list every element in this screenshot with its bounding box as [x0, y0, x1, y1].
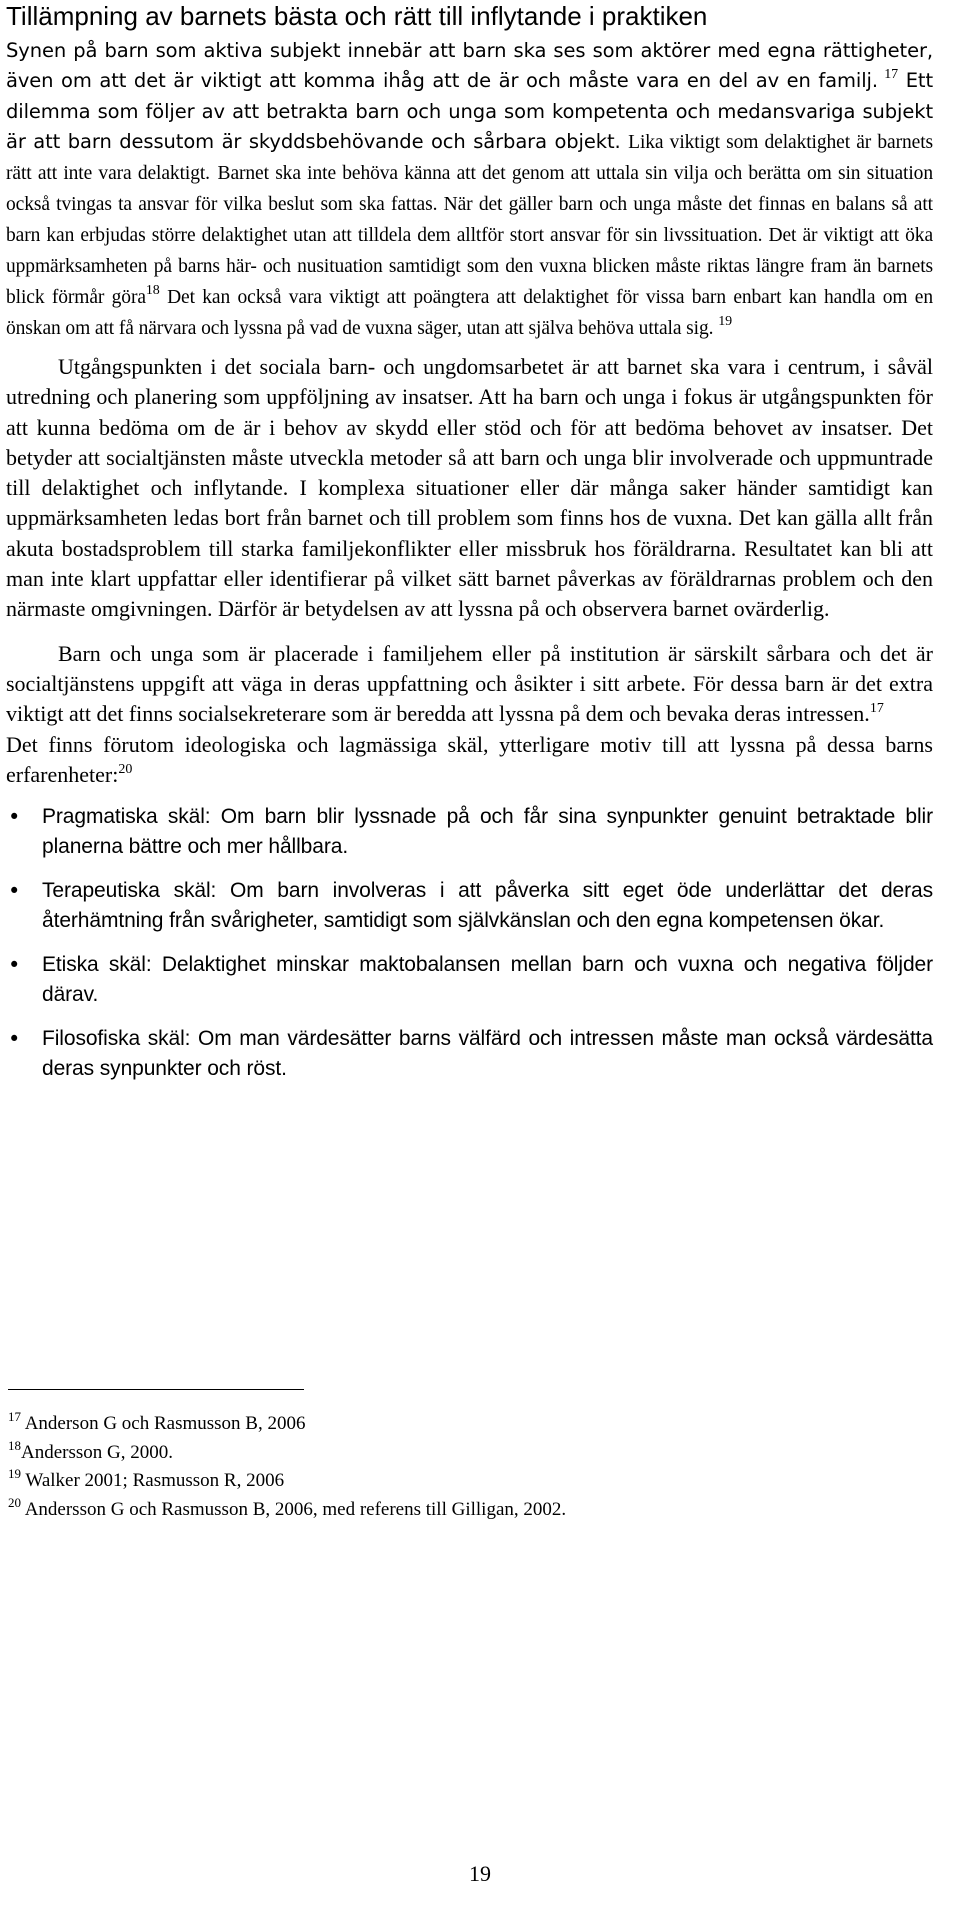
- section-heading: Tillämpning av barnets bästa och rätt till inflytande i praktiken: [6, 1, 708, 31]
- bullet-icon: •: [8, 805, 21, 830]
- bullet-icon: •: [8, 879, 21, 904]
- footnote-number: 17: [8, 1409, 21, 1424]
- footnote-ref-17: 17: [884, 67, 899, 82]
- footnote-number: 20: [8, 1494, 21, 1510]
- reasons-list: [6, 802, 933, 1084]
- footnote-ref-20: 20: [118, 761, 133, 777]
- footnote-text: Anderson G och Rasmusson B, 2006: [24, 1413, 306, 1434]
- paragraph-3-text: Barn och unga som är placerade i familjehem eller på institution är särskilt sårbara och det är socialtjänstens uppgift att väga in deras uppfattning och åsikter i sitt arbete. För dessa barn är det extra viktigt att det finns socialsekreterare som är beredda att lyssna på dem och bevaka deras intressen.: [6, 640, 933, 727]
- paragraph-2: Utgångspunkten i det sociala barn- och ungdomsarbetet är att barnet ska vara i centrum, i såväl utredning och planering som uppföljning av insatser. Att ha barn och unga i fokus är utgångspunkten för att kunna bedöma om de är i behov av skydd eller stöd och för att bedöma behovet av insatser. Det betyder att socialtjänsten måste utveckla metoder så att barn och unga blir involverade och uppmuntrade till delaktighet och inflytande. I komplexa situationer eller där många saker händer samtidigt kan uppmärksamheten ledas bort från barnet och till problem som finns hos de vuxna. Det kan gälla allt från akuta bostadsproblem till starka familjekonflikter eller missbruk hos föräldrarna. Resultatet kan bli att man inte klart uppfattar eller identifierar på vilket sätt barnet påverkas av föräldrarnas problem och den närmaste omgivningen. Därför är betydelsen av att lyssna på och observera barnet ovärderlig.: [6, 354, 933, 622]
- bullet-icon: •: [8, 1027, 21, 1052]
- footnotes: [8, 1410, 566, 1524]
- footnote-divider: [8, 1389, 304, 1390]
- paragraph-4: [6, 730, 933, 791]
- paragraph-4-text: Det finns förutom ideologiska och lagmässiga skäl, ytterligare motiv till att lyssna på dessa barns erfarenheter:: [6, 731, 933, 787]
- footnote-ref-17b: 17: [869, 701, 884, 717]
- paragraph-1-text-d: Barnet ska inte behöva känna att det genom att uttala sin vilja och berätta om sin situation också tvingas ta ansvar för vilka beslut som ska fattas. När det gäller barn och unga måste det finnas en balans så att barn kan erbjudas större delaktighet utan att tilldela dem alltför stort ansvar för sin livssituation. Det är viktigt att öka uppmärksamheten på barns här- och nusituation samtidigt som den vuxna blicken måste riktas längre fram än barnets blick förmår göra: [6, 163, 933, 308]
- list-item-text: Etiska skäl: Delaktighet minskar maktobalansen mellan barn och vuxna och negativa följder därav.: [42, 953, 933, 1007]
- list-item: [6, 950, 933, 1010]
- footnote-17: [8, 1410, 566, 1439]
- paragraph-3: [6, 639, 933, 730]
- list-item-text: Filosofiska skäl: Om man värdesätter barns välfärd och intressen måste man också värdesätta deras synpunkter och röst.: [42, 1027, 933, 1081]
- footnote-number: 19: [8, 1466, 21, 1481]
- footnote-text: Andersson G, 2000.: [21, 1441, 173, 1463]
- bullet-icon: •: [8, 953, 21, 978]
- footnote-ref-19: 19: [718, 314, 732, 329]
- footnote-ref-18: 18: [145, 283, 160, 298]
- footnote-text: Walker 2001; Rasmusson R, 2006: [25, 1470, 285, 1491]
- footnote-19: [8, 1467, 566, 1496]
- list-item-text: Pragmatiska skäl: Om barn blir lyssnade på och får sina synpunkter genuint betraktade blir planerna bättre och mer hållbara.: [42, 805, 933, 859]
- footnote-text: Andersson G och Rasmusson B, 2006, med referens till Gilligan, 2002.: [24, 1498, 567, 1520]
- footnote-20: [8, 1496, 566, 1525]
- list-item-text: Terapeutiska skäl: Om barn involveras i att påverka sitt eget öde underlättar det deras återhämtning från svårigheter, samtidigt som självkänslan och den egna kompetensen ökar.: [42, 879, 933, 933]
- list-item: [6, 1024, 933, 1084]
- footnote-number: 18: [8, 1437, 21, 1453]
- paragraph-1-text-c: Lika viktigt som delaktighet är barnets rätt att inte vara delaktigt.: [6, 132, 933, 184]
- list-item: [6, 876, 933, 936]
- paragraph-1-text-e: Det kan också vara viktigt att poängtera att delaktighet för vissa barn enbart kan handla om en önskan om att få närvara och lyssna på vad de vuxna säger, utan att själva behöva uttala sig.: [6, 287, 934, 339]
- footnote-18: [8, 1439, 566, 1468]
- page-number: 19: [469, 1861, 491, 1886]
- paragraph-1-text-a: Synen på barn som aktiva subjekt innebär att barn ska ses som aktörer med egna rättigheter, även om att det är viktigt att komma ihåg att de är och måste vara en del av en familj.: [6, 39, 933, 92]
- list-item: [6, 802, 933, 862]
- paragraph-1: [6, 36, 933, 344]
- paragraph-1-text-b: Ett dilemma som följer av att betrakta barn och unga som kompetenta och medansvariga subjekt är att barn dessutom är skyddsbehövande och sårbara objekt.: [6, 69, 933, 153]
